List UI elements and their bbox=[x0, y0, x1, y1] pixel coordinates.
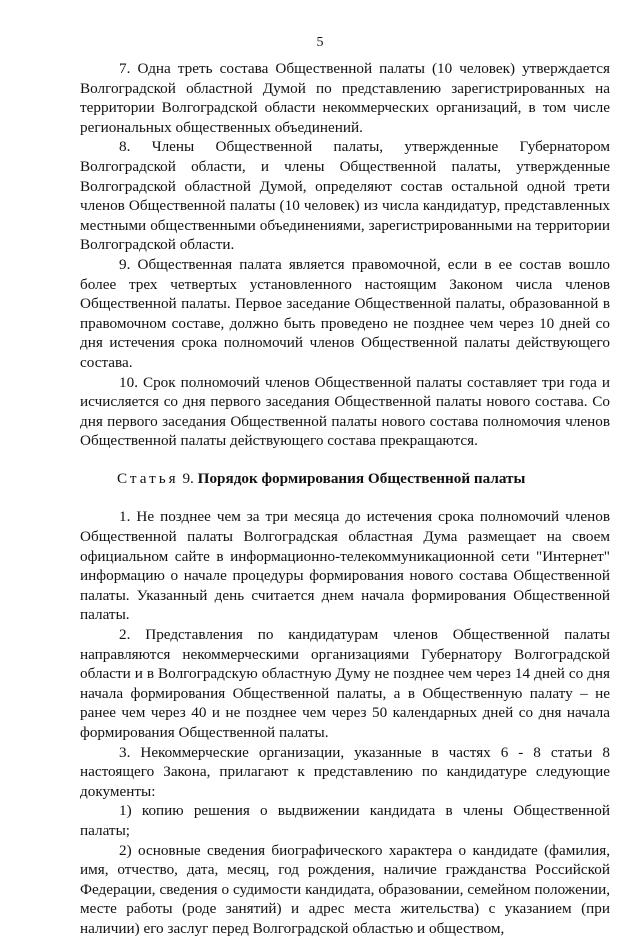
article-title: Порядок формирования Общественной палаты bbox=[197, 469, 526, 487]
article-label: Статья bbox=[117, 469, 179, 487]
list-item-2: 2) основные сведения биографического характера о кандидате (фамилия, имя, отчество, дата, месяц, год рождения, наличие гражданства Российской Федерации, сведения о судимости кандидата, образовании, семейном положении, месте работы (роде занятий) и адрес места жительства) с указанием (при наличии) его заслуг перед Волгоградской областью и обществом, bbox=[80, 841, 610, 937]
article-9-part-1: 1. Не позднее чем за три месяца до истечения срока полномочий членов Общественной палаты Волгоградская областная Дума размещает на своем официальном сайте в информационно-телекоммуникационной сети "Интернет" информацию о начале процедуры формирования нового состава Общественной палаты. Указанный день считается днем начала формирования Общественной палаты. bbox=[80, 508, 610, 624]
article-9-part-3: 3. Некоммерческие организации, указанные в частях 6 - 8 статьи 8 настоящего Закона, прилагают к представлению по кандидатуре следующие документы: bbox=[80, 743, 610, 800]
paragraph-9: 9. Общественная палата является правомочной, если в ее состав вошло более трех четвертых установленного настоящим Законом числа членов Общественной палаты. Первое заседание Общественной палаты, образованной в правомочном составе, должно быть проведено не позднее чем через 10 дней со дня истечения срока полномочий членов Общественной палаты действующего состава. bbox=[80, 255, 610, 371]
article-9-part-2: 2. Представления по кандидатурам членов Общественной палаты направляются некоммерческими организациями Губернатору Волгоградской области и в Волгоградскую областную Думу не позднее чем через 14 дней со дня начала формирования Общественной палаты, а в Общественную палату – не ранее чем через 40 и не позднее чем через 50 календарных дней со дня начала формирования Общественной палаты. bbox=[80, 626, 610, 741]
list-item-1: 1) копию решения о выдвижении кандидата в члены Общественной палаты; bbox=[80, 802, 610, 839]
paragraph-8: 8. Члены Общественной палаты, утвержденные Губернатором Волгоградской области, и члены Общественной палаты, утвержденные Волгоградской областной Думой, определяют состав остальной одной трети членов Общественной палаты (10 человек) из числа кандидатур, представленных местными общественными объединениями, зарегистрированными на территории Волгоградской области. bbox=[80, 138, 610, 254]
article-number: 9. bbox=[182, 469, 194, 487]
article-heading bbox=[80, 469, 610, 489]
document-body bbox=[80, 59, 610, 939]
page-number: 5 bbox=[316, 35, 324, 50]
paragraph-10: 10. Срок полномочий членов Общественной палаты составляет три года и исчисляется со дня первого заседания Общественной палаты нового состава. Со дня первого заседания Общественной палаты нового состава полномочия членов Общественной палаты действующего состава прекращаются. bbox=[80, 373, 610, 450]
paragraph-7: 7. Одна треть состава Общественной палаты (10 человек) утверждается Волгоградской областной Думой по представлению зарегистрированных на территории Волгоградской области некоммерческих организаций, в том числе региональных общественных объединений. bbox=[80, 60, 610, 136]
